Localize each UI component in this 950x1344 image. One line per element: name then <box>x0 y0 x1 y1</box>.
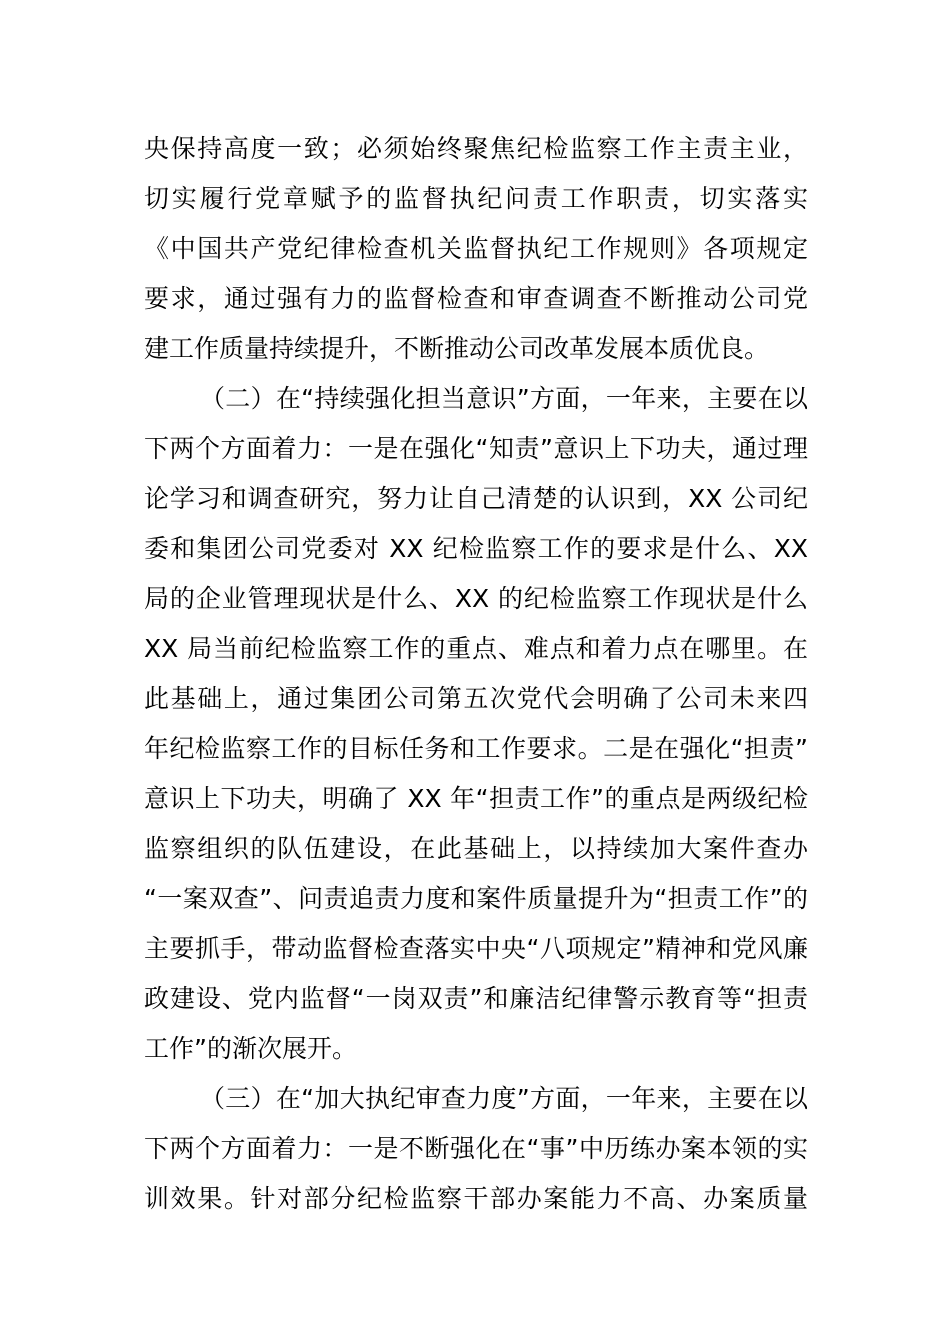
document-body <box>144 124 808 1224</box>
text-line: 下两个方面着力：一是不断强化在“事”中历练办案本领的实 <box>144 1134 808 1163</box>
text-line: 局的企业管理现状是什么、XX 的纪检监察工作现状是什么 <box>144 584 808 613</box>
text-line: 意识上下功夫，明确了 XX 年“担责工作”的重点是两级纪检 <box>144 784 808 813</box>
text-line: 此基础上，通过集团公司第五次党代会明确了公司未来四 <box>144 684 808 713</box>
section-heading-line: （三）在“加大执纪审查力度”方面，一年来，主要在以 <box>200 1084 808 1113</box>
text-line: 监察组织的队伍建设，在此基础上，以持续加大案件查办 <box>144 834 808 863</box>
text-line: 《中国共产党纪律检查机关监督执纪工作规则》各项规定 <box>144 234 808 263</box>
text-line: “一案双查”、问责追责力度和案件质量提升为“担责工作”的 <box>144 884 808 913</box>
text-line: 委和集团公司党委对 XX 纪检监察工作的要求是什么、XX <box>144 534 808 563</box>
text-line: 建工作质量持续提升，不断推动公司改革发展本质优良。 <box>144 334 770 363</box>
text-line: 切实履行党章赋予的监督执纪问责工作职责，切实落实 <box>144 184 808 213</box>
text-line: 下两个方面着力：一是在强化“知责”意识上下功夫，通过理 <box>144 434 808 463</box>
text-line: 要求，通过强有力的监督检查和审查调查不断推动公司党 <box>144 284 808 313</box>
text-line: 年纪检监察工作的目标任务和工作要求。二是在强化“担责” <box>144 734 808 763</box>
text-line: 训效果。针对部分纪检监察干部办案能力不高、办案质量 <box>144 1184 808 1213</box>
text-line: XX 局当前纪检监察工作的重点、难点和着力点在哪里。在 <box>144 634 808 663</box>
text-line: 论学习和调查研究，努力让自己清楚的认识到，XX 公司纪 <box>144 484 808 513</box>
text-line: 政建设、党内监督“一岗双责”和廉洁纪律警示教育等“担责 <box>144 984 808 1013</box>
text-line: 央保持高度一致；必须始终聚焦纪检监察工作主责主业， <box>144 134 808 163</box>
text-line: 主要抓手，带动监督检查落实中央“八项规定”精神和党风廉 <box>144 934 808 963</box>
text-line: 工作”的渐次展开。 <box>144 1034 357 1063</box>
section-heading-line: （二）在“持续强化担当意识”方面，一年来，主要在以 <box>200 384 808 413</box>
